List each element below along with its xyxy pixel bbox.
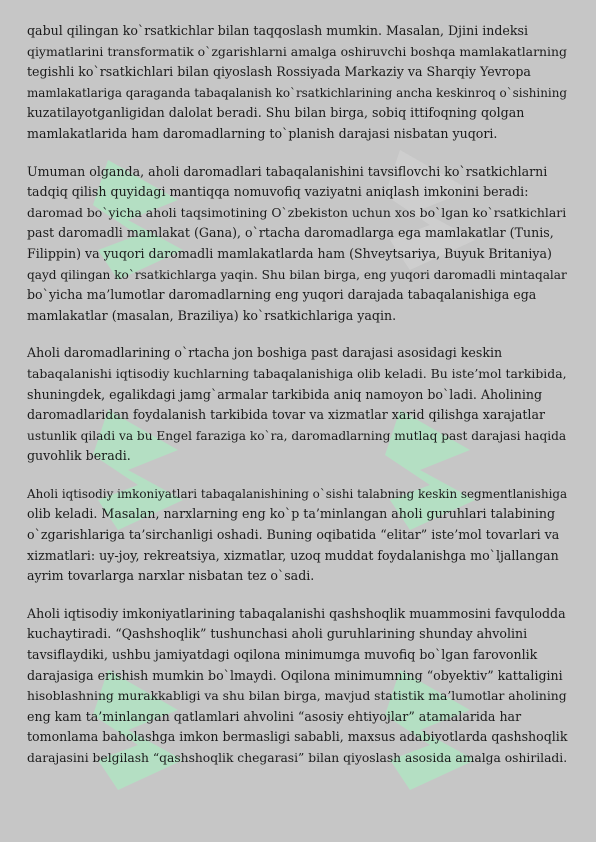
text-line: qayd qilingan ko`rsatkichlarga yaqin. Shu bilan birga, eng yuqori daromadli mintaqalar — [27, 267, 567, 282]
text-line: o`zgarishlariga ta’sirchanligi oshadi. Buning oqibatida “elitar” iste’mol tovarlari va — [27, 527, 560, 543]
text-line: kuchaytiradi. “Qashshoqlik” tushunchasi aholi guruhlarining shunday ahvolini — [27, 626, 528, 642]
text-line: guvohlik beradi. — [27, 448, 131, 464]
text-line: Aholi daromadlarining o`rtacha jon boshiga past darajasi asosidagi keskin — [27, 345, 503, 361]
text-line: tavsiflaydiki, ushbu jamiyatdagi oqilona minimumga muvofiq bo`lgan farovonlik — [27, 647, 538, 663]
text-line: tadqiq qilish quyidagi mantiqqa nomuvofiq vaziyatni aniqlash imkonini beradi: — [27, 184, 529, 200]
paragraph-2 — [27, 162, 567, 327]
text-line: mamlakatlar (masalan, Braziliya) ko`rsatkichlariga yaqin. — [27, 307, 397, 323]
text-line: Umuman olganda, aholi daromadlari tabaqalanishini tavsiflovchi ko`rsatkichlarni — [27, 163, 548, 179]
text-line: kuzatilayotganligidan dalolat beradi. Shu bilan birga, sobiq ittifoqning qolgan — [27, 105, 525, 121]
text-line: ayrim tovarlarga narxlar nisbatan tez o`sadi. — [27, 568, 315, 584]
text-line: tabaqalanishi iqtisodiy kuchlarning tabaqalanishiga olib keladi. Bu iste’mol tarkibida, — [27, 365, 567, 381]
text-line: bo`yicha ma’lumotlar daromadlarning eng yuqori darajada tabaqalanishiga ega — [27, 287, 537, 303]
text-line: mamlakatlarida ham daromadlarning to`planish darajasi nisbatan yuqori. — [27, 125, 498, 141]
text-line: darajasiga erishish mumkin bo`lmaydi. Oqilona minimumning “obyektiv” kattaligini — [27, 667, 563, 683]
text-line: qabul qilingan ko`rsatkichlar bilan taqqoslash mumkin. Masalan, Djini indeksi — [27, 23, 528, 38]
text-line: Filippin) va yuqori daromadli mamlakatlarda ham (Shveytsariya, Buyuk Britaniya) — [27, 245, 552, 261]
text-line: shuningdek, egalikdagi jamg`armalar tarkibida aniq namoyon bo`ladi. Aholining — [27, 386, 543, 402]
text-line: darajasini belgilash “qashshoqlik chegarasi” bilan qiyoslash asosida amalga oshiriladi. — [27, 751, 568, 765]
text-line: Aholi iqtisodiy imkoniyatlari tabaqalanishining o`sishi talabning keskin segmentlanishiga — [27, 486, 568, 501]
text-line: tomonlama baholashga imkon bermasligi sababli, maxsus adabiyotlarda qashshoqlik — [27, 729, 568, 745]
text-line: daromad bo`yicha aholi taqsimotining O`zbekiston uchun xos bo`lgan ko`rsatkichlari — [27, 204, 567, 220]
paragraph-1 — [27, 21, 567, 145]
text-line: eng kam ta’minlangan qatlamlari ahvolini “asosiy ehtiyojlar” atamalarida har — [27, 708, 522, 724]
text-line: qiymatlarini transformatik o`zgarishlarni amalga oshiruvchi boshqa mamlakatlarning — [27, 43, 567, 59]
text-line: mamlakatlariga qaraganda tabaqalanish ko`rsatkichlarining ancha keskinroq o`sishining — [27, 85, 568, 100]
text-line: past daromadli mamlakat (Gana), o`rtacha daromadlarga ega mamlakatlar (Tunis, — [27, 225, 554, 241]
text-line: xizmatlari: uy-joy, rekreatsiya, xizmatlar, uzoq muddat foydalanishga mo`ljallangan — [27, 547, 559, 563]
text-line: olib keladi. Masalan, narxlarning eng ko`p ta’minlangan aholi guruhlari talabining — [27, 506, 556, 522]
text-line: daromadlaridan foydalanish tarkibida tovar va xizmatlar xarid qilishga xarajatlar — [27, 407, 545, 423]
text-line: hisoblashning murakkabligi va shu bilan birga, mavjud statistik ma’lumotlar aholining — [27, 689, 567, 704]
text-line: Aholi iqtisodiy imkoniyatlarining tabaqalanishi qashshoqlik muammosini favqulodda — [27, 605, 566, 621]
paragraph-5 — [27, 604, 567, 769]
text-line: ustunlik qiladi va bu Engel faraziga ko`ra, daromadlarning mutlaq past darajasi haqida — [27, 428, 567, 443]
document-body — [27, 21, 567, 786]
paragraph-4 — [27, 484, 567, 587]
paragraph-3 — [27, 343, 567, 467]
text-line: tegishli ko`rsatkichlari bilan qiyoslash Rossiyada Markaziy va Sharqiy Yevropa — [27, 64, 531, 80]
